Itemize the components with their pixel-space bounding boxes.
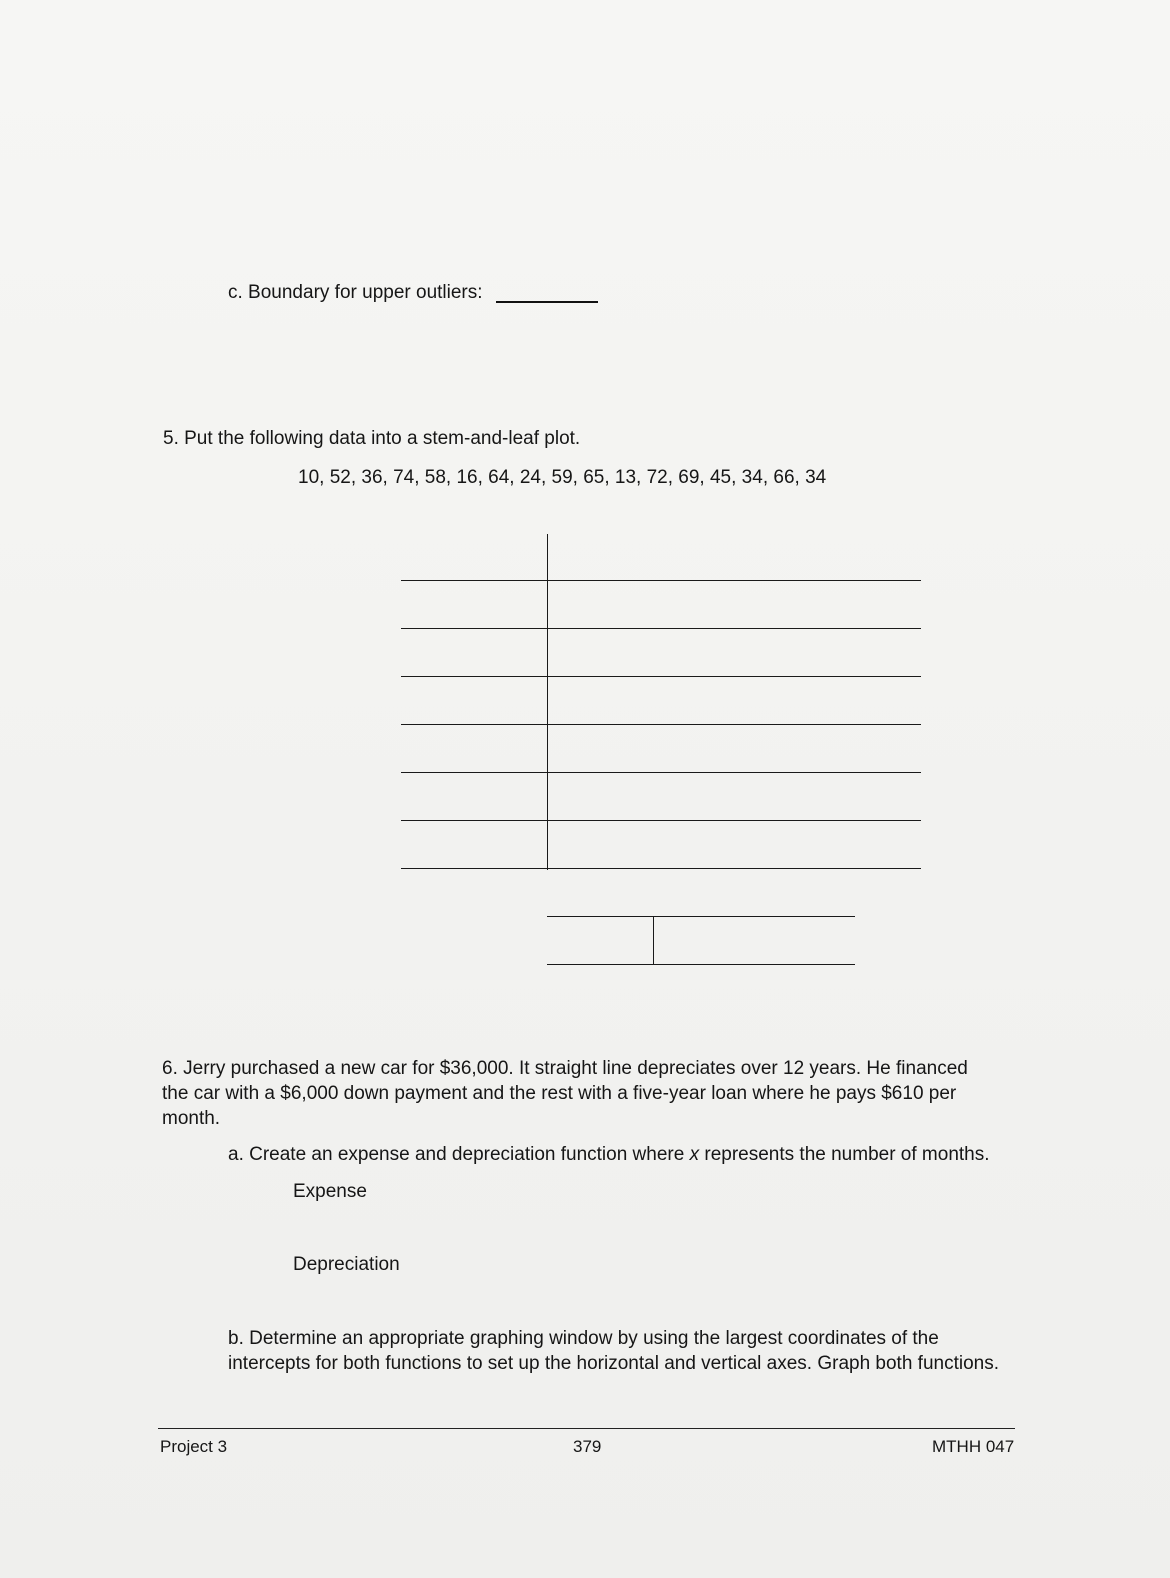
key-bottom-line <box>547 964 855 965</box>
question-6b-line-2: intercepts for both functions to set up the horizontal and vertical axes. Graph both functions. <box>228 1353 1000 1374</box>
question-6a-prompt-end: represents the number of months. <box>699 1144 990 1165</box>
stem-leaf-row-line <box>401 628 921 629</box>
question-6a-prompt <box>228 1143 990 1167</box>
question-6a-variable: x <box>689 1144 700 1165</box>
stem-leaf-row-line <box>401 724 921 725</box>
stem-leaf-row-line <box>401 580 921 581</box>
question-6b-prompt <box>228 1326 1028 1376</box>
question-5-prompt: 5. Put the following data into a stem-and-leaf plot. <box>163 428 581 449</box>
question-6a-prompt-start: a. Create an expense and depreciation function where <box>228 1144 690 1165</box>
key-divider <box>653 916 654 964</box>
footer-project-label: Project 3 <box>160 1437 228 1456</box>
stem-leaf-row-line <box>401 868 921 869</box>
stem-leaf-row-line <box>401 820 921 821</box>
footer-page-number: 379 <box>573 1437 602 1456</box>
stem-leaf-row-line <box>401 772 921 773</box>
question-5-data-values: 10, 52, 36, 74, 58, 16, 64, 24, 59, 65, 13, 72, 69, 45, 34, 66, 34 <box>298 467 827 488</box>
upper-outlier-boundary-label: c. Boundary for upper outliers: <box>228 282 483 303</box>
question-6-stem-line-2: the car with a $6,000 down payment and the rest with a five-year loan where he pays $610 per <box>162 1083 957 1104</box>
upper-outlier-answer-blank[interactable] <box>496 301 598 303</box>
expense-label: Expense <box>293 1181 367 1202</box>
stem-leaf-row-line <box>401 676 921 677</box>
key-top-line <box>547 916 855 917</box>
question-6-stem-line-3: month. <box>162 1108 221 1129</box>
footer-course-code: MTHH 047 <box>932 1437 1015 1456</box>
question-6-stem-line-1: 6. Jerry purchased a new car for $36,000. It straight line depreciates over 12 years. He financed <box>162 1058 968 1079</box>
depreciation-label: Depreciation <box>293 1254 400 1275</box>
question-6b-line-1: b. Determine an appropriate graphing window by using the largest coordinates of the <box>228 1328 939 1349</box>
footer-rule <box>158 1428 1015 1429</box>
question-6-stem <box>162 1056 1022 1131</box>
